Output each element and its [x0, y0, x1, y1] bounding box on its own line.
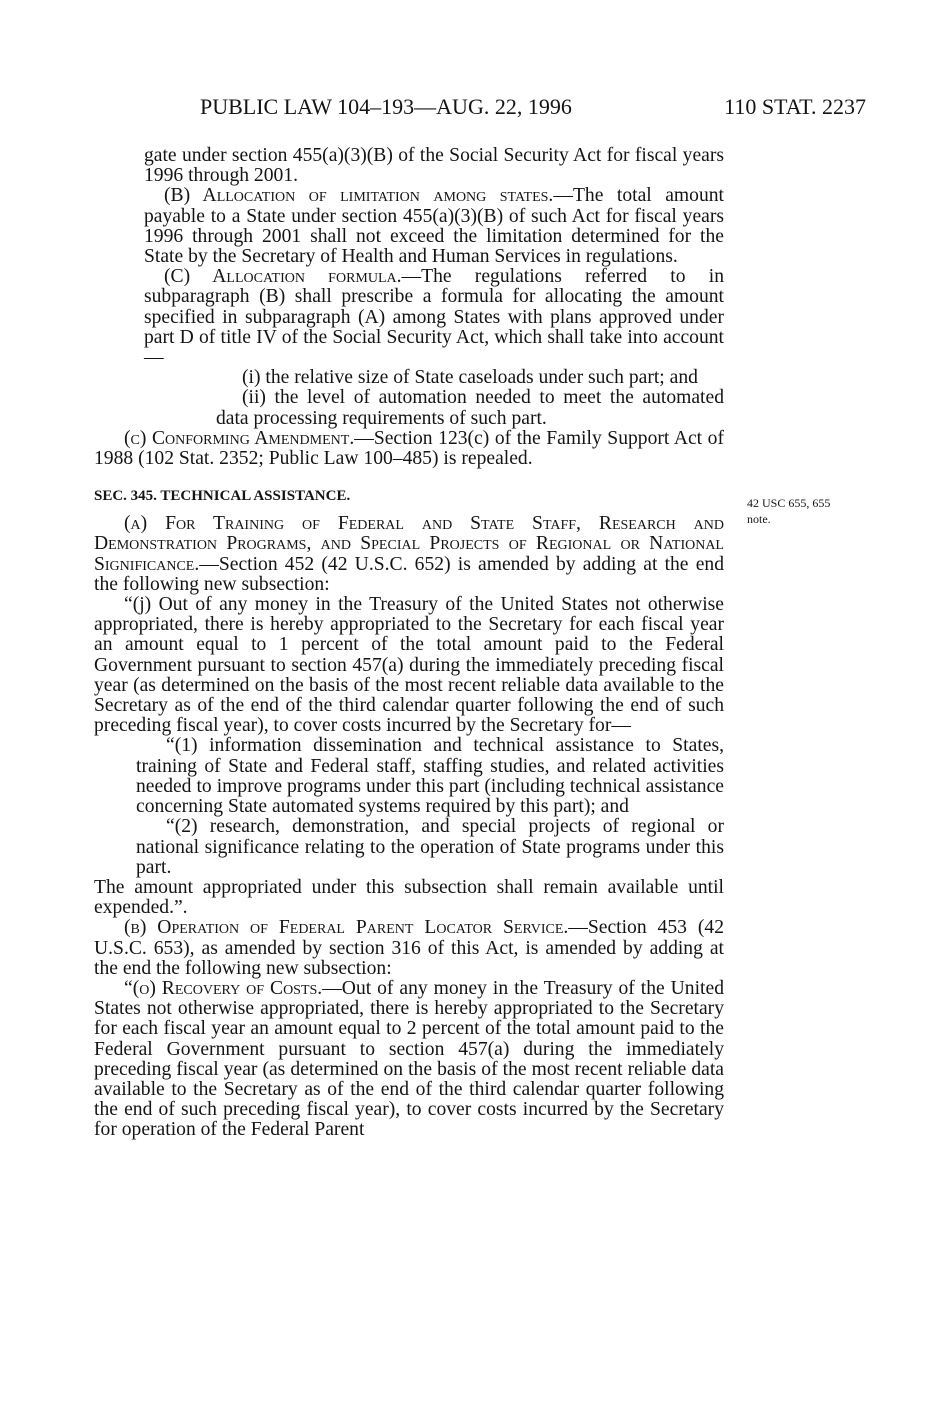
margin-citation: [747, 495, 877, 527]
paragraph: [94, 918, 724, 979]
paragraph: “(2) research, demonstration, and special projects of regional or national significance relating to the operation of State programs under this part.: [136, 816, 724, 878]
section-heading: SEC. 345. TECHNICAL ASSISTANCE.: [94, 488, 351, 505]
subsection-heading: (b) Operation of Federal Parent Locator Service.: [124, 917, 569, 939]
paragraph: [94, 979, 724, 1141]
margin-citation-line: 42 USC 655, 655: [747, 496, 831, 510]
paragraph-text: —Section 453 (42 U.S.C. 653), as amended by section 316 of this Act, is amended by adding at the end the following new subsection:: [94, 917, 724, 979]
law-title: PUBLIC LAW 104–193—AUG. 22, 1996: [200, 94, 572, 119]
subsection-heading: (a) For Training of Federal and State Staff, Research and Demonstration Programs, and Special Projects of Regional or National Significance.: [94, 513, 724, 575]
paragraph: (ii) the level of automation needed to meet the automated data processing requirements of such part.: [216, 387, 724, 429]
paragraph: (i) the relative size of State caseloads under such part; and: [242, 367, 698, 389]
paragraph: The amount appropriated under this subsection shall remain available until expended.”.: [94, 876, 724, 919]
margin-citation-line: note.: [747, 512, 771, 526]
statute-page-number: 110 STAT. 2237: [724, 94, 866, 119]
subsection-heading: (c) Conforming Amendment.: [124, 427, 355, 449]
paragraph: “(j) Out of any money in the Treasury of the United States not otherwise appropriated, there is hereby appropriated to the Secretary for each fiscal year an amount equal to 1 percent of the total amount paid to the Federal Government pursuant to section 457(a) during the immediately preceding fiscal year (as determined on the basis of the most recent reliable data available to the Secretary as of the end of the third calendar quarter following the end of such preceding fiscal year), to cover costs incurred by the Secretary for—: [94, 594, 724, 737]
subparagraph-heading: (C) Allocation formula.: [164, 266, 402, 288]
paragraph: [94, 267, 724, 368]
subsection-heading: “(o) Recovery of Costs.: [124, 977, 323, 999]
page-header: [190, 92, 866, 122]
paragraph-text: —Section 123(c) of the Family Support Act of 1988 (102 Stat. 2352; Public Law 100–485) is repealed.: [94, 427, 725, 470]
paragraph-text: —The total amount payable to a State under section 455(a)(3)(B) of such Act for fiscal years 1996 through 2001 shall not exceed the limitation determined for the State by the Secretary of Health and Human Services in regulations.: [144, 185, 724, 268]
paragraph: gate under section 455(a)(3)(B) of the Social Security Act for fiscal years 1996 through 2001.: [144, 145, 724, 187]
paragraph: [94, 514, 724, 595]
paragraph-text: —The regulations referred to in subparagraph (B) shall prescribe a formula for allocating the amount specified in subparagraph (A) among States with plans approved under part D of title IV of the Social Security Act, which shall take into account—: [144, 266, 724, 369]
paragraph: [94, 186, 724, 267]
paragraph: “(1) information dissemination and technical assistance to States, training of State and Federal staff, staffing studies, and related activities needed to improve programs under this part (including technical assistance concerning State automated systems required by this part); and: [136, 735, 724, 818]
subparagraph-heading: (B) Allocation of limitation among states.: [164, 185, 554, 207]
paragraph: [94, 429, 724, 469]
paragraph-text: —Out of any money in the Treasury of the United States not otherwise appropriated, there is hereby appropriated to the Secretary for each fiscal year an amount equal to 2 percent of the total amount paid to the Federal Government pursuant to section 457(a) during the immediately preceding fiscal year (as determined on the basis of the most recent reliable data available to the Secretary as of the end of the third calendar quarter following the end of such preceding fiscal year), to cover costs incurred by the Secretary for operation of the Federal Parent: [94, 977, 724, 1141]
paragraph-text: —Section 452 (42 U.S.C. 652) is amended by adding at the end the following new subsection:: [94, 553, 724, 595]
body-text: [94, 146, 724, 1141]
